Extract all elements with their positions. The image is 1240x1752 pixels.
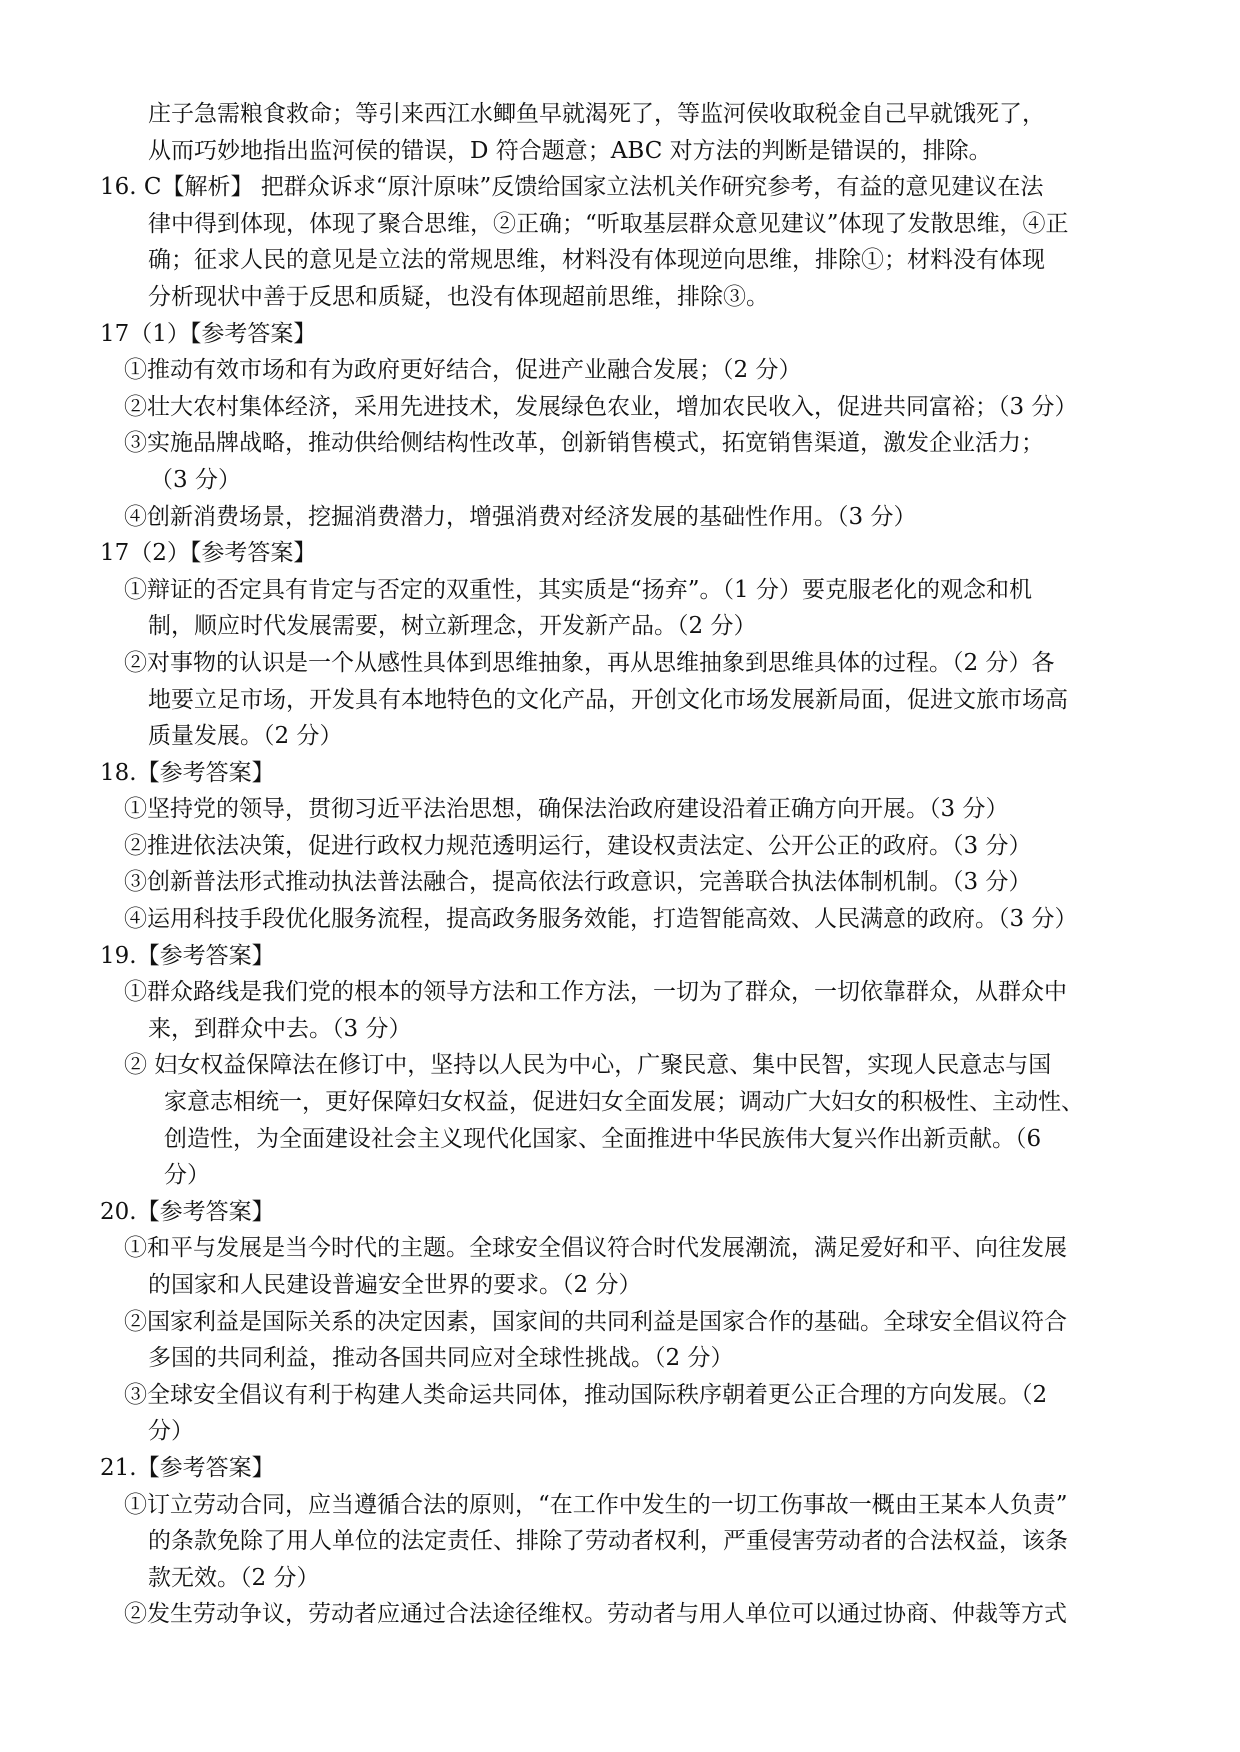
text-line: 18.【参考答案】: [100, 759, 275, 786]
text-line: 分）: [164, 1162, 210, 1189]
text-line: 来，到群众中去。（3 分）: [148, 1015, 412, 1042]
text-line: 20.【参考答案】: [100, 1198, 275, 1225]
text-line: 款无效。（2 分）: [148, 1564, 320, 1591]
text-line: 17（1）【参考答案】: [100, 320, 317, 347]
text-line: 多国的共同利益，推动各国共同应对全球性挑战。（2 分）: [148, 1345, 734, 1372]
text-line: ④创新消费场景，挖掘消费潜力，增强消费对经济发展的基础性作用。（3 分）: [124, 503, 917, 530]
text-line: ③实施品牌战略，推动供给侧结构性改革，创新销售模式，拓宽销售渠道，激发企业活力；: [124, 430, 1044, 457]
text-line: ②发生劳动争议，劳动者应通过合法途径维权。劳动者与用人单位可以通过协商、仲裁等方式: [124, 1601, 1067, 1628]
text-line: 质量发展。（2 分）: [148, 723, 343, 750]
text-line: 17（2）【参考答案】: [100, 540, 317, 567]
text-line: ③全球安全倡议有利于构建人类命运共同体，推动国际秩序朝着更公正合理的方向发展。（2: [124, 1381, 1048, 1408]
text-line: 庄子急需粮食救命；等引来西江水鲫鱼早就渴死了，等监河侯收取税金自己早就饿死了，: [148, 101, 1045, 127]
text-line: 创造性，为全面建设社会主义现代化国家、全面推进中华民族伟大复兴作出新贡献。（6: [164, 1125, 1042, 1152]
text-line: ②对事物的认识是一个从感性具体到思维抽象，再从思维抽象到思维具体的过程。（2 分）各: [124, 649, 1055, 676]
text-line: ③创新普法形式推动执法普法融合，提高依法行政意识，完善联合执法体制机制。（3 分）: [124, 869, 1032, 896]
text-line: 19.【参考答案】: [100, 942, 275, 969]
text-line: ①和平与发展是当今时代的主题。全球安全倡议符合时代发展潮流，满足爱好和平、向往发展: [124, 1235, 1067, 1262]
text-line: 21.【参考答案】: [100, 1454, 275, 1481]
text-line: 律中得到体现，体现了聚合思维，②正确；“听取基层群众意见建议”体现了发散思维，④正: [148, 210, 1069, 237]
text-line: ①坚持党的领导，贯彻习近平法治思想，确保法治政府建设沿着正确方向开展。（3 分）: [124, 796, 1009, 823]
text-line: ①群众路线是我们党的根本的领导方法和工作方法，一切为了群众，一切依靠群众，从群众中: [124, 979, 1067, 1006]
text-line: 确；征求人民的意见是立法的常规思维，材料没有体现逆向思维，排除①；材料没有体现: [148, 247, 1045, 274]
text-line: ①推动有效市场和有为政府更好结合，促进产业融合发展；（2 分）: [124, 357, 802, 384]
text-line: ①辩证的否定具有肯定与否定的双重性，其实质是“扬弃”。（1 分）要克服老化的观念和机: [124, 576, 1032, 603]
text-line: ②壮大农村集体经济，采用先进技术，发展绿色农业，增加农民收入，促进共同富裕；（3 分）: [124, 393, 1078, 420]
text-line: 制，顺应时代发展需要，树立新理念，开发新产品。（2 分）: [148, 613, 757, 640]
text-line: （3 分）: [150, 466, 241, 493]
text-line: ②国家利益是国际关系的决定因素，国家间的共同利益是国家合作的基础。全球安全倡议符合: [124, 1308, 1067, 1335]
text-line: 从而巧妙地指出监河侯的错误，D 符合题意；ABC 对方法的判断是错误的，排除。: [148, 137, 992, 164]
text-line: 分析现状中善于反思和质疑，也没有体现超前思维，排除③。: [148, 283, 769, 310]
text-line: 的国家和人民建设普遍安全世界的要求。（2 分）: [148, 1272, 642, 1298]
text-line: 的条款免除了用人单位的法定责任、排除了劳动者权利，严重侵害劳动者的合法权益，该条: [148, 1528, 1068, 1555]
text-line: ④运用科技手段优化服务流程，提高政务服务效能，打造智能高效、人民满意的政府。（3 分）: [124, 906, 1078, 933]
text-line: ② 妇女权益保障法在修订中，坚持以人民为中心，广聚民意、集中民智，实现人民意志与国: [124, 1052, 1052, 1079]
text-line: 地要立足市场，开发具有本地特色的文化产品，开创文化市场发展新局面，促进文旅市场高: [148, 686, 1068, 713]
text-line: ②推进依法决策，促进行政权力规范透明运行，建设权责法定、公开公正的政府。（3 分）: [124, 832, 1032, 859]
text-line: ①订立劳动合同，应当遵循合法的原则，“在工作中发生的一切工伤事故一概由王某本人负责”: [124, 1491, 1068, 1518]
text-line: 家意志相统一，更好保障妇女权益，促进妇女全面发展；调动广大妇女的积极性、主动性、: [164, 1089, 1084, 1116]
text-line: 分）: [148, 1418, 194, 1445]
text-line: 16. C【解析】 把群众诉求“原汁原味”反馈给国家立法机关作研究参考，有益的意见建议在法: [100, 174, 1044, 201]
